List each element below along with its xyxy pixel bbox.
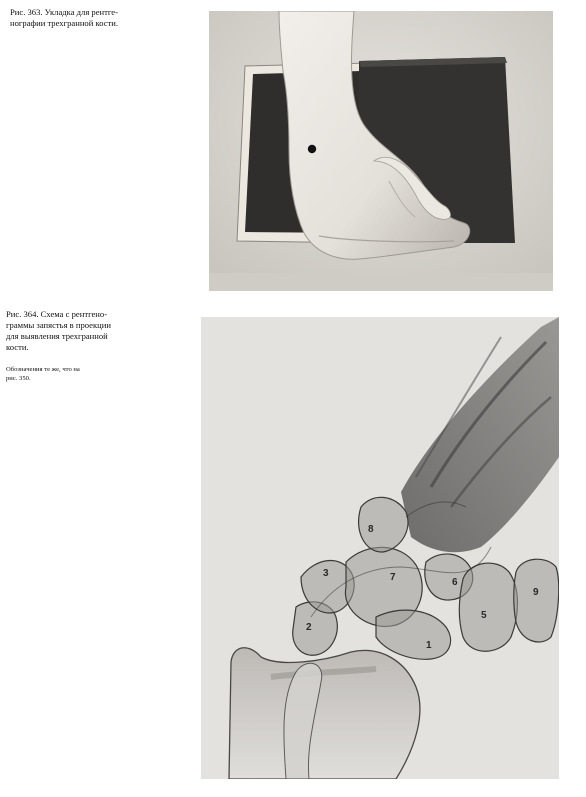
label-bone-7: 7 (390, 572, 396, 583)
label-bone-5: 5 (481, 610, 487, 621)
figure-363-photo (209, 11, 553, 291)
figure-364-note: Обозначения те же, что на рис. 350. (6, 366, 80, 382)
bone-5 (459, 563, 517, 651)
wrist-radiograph-diagram (201, 317, 559, 779)
label-bone-8: 8 (368, 524, 374, 535)
bone-9 (514, 559, 559, 642)
radius-bone (229, 648, 420, 779)
label-bone-6: 6 (452, 577, 458, 588)
label-bone-1: 1 (426, 640, 432, 651)
hand-on-cassette-photo (209, 11, 553, 291)
figure-364-caption: Рис. 364. Схема с рентгено- граммы запястья в проекции для выявления трехгранной кости. (6, 309, 111, 352)
label-bone-9: 9 (533, 587, 539, 598)
figure-363-caption: Рис. 363. Укладка для рентге- нографии трехгранной кости. (10, 7, 119, 28)
figure-364-radiograph (201, 317, 559, 779)
label-bone-2: 2 (306, 622, 312, 633)
label-bone-3: 3 (323, 568, 329, 579)
marker-dot (308, 145, 316, 153)
